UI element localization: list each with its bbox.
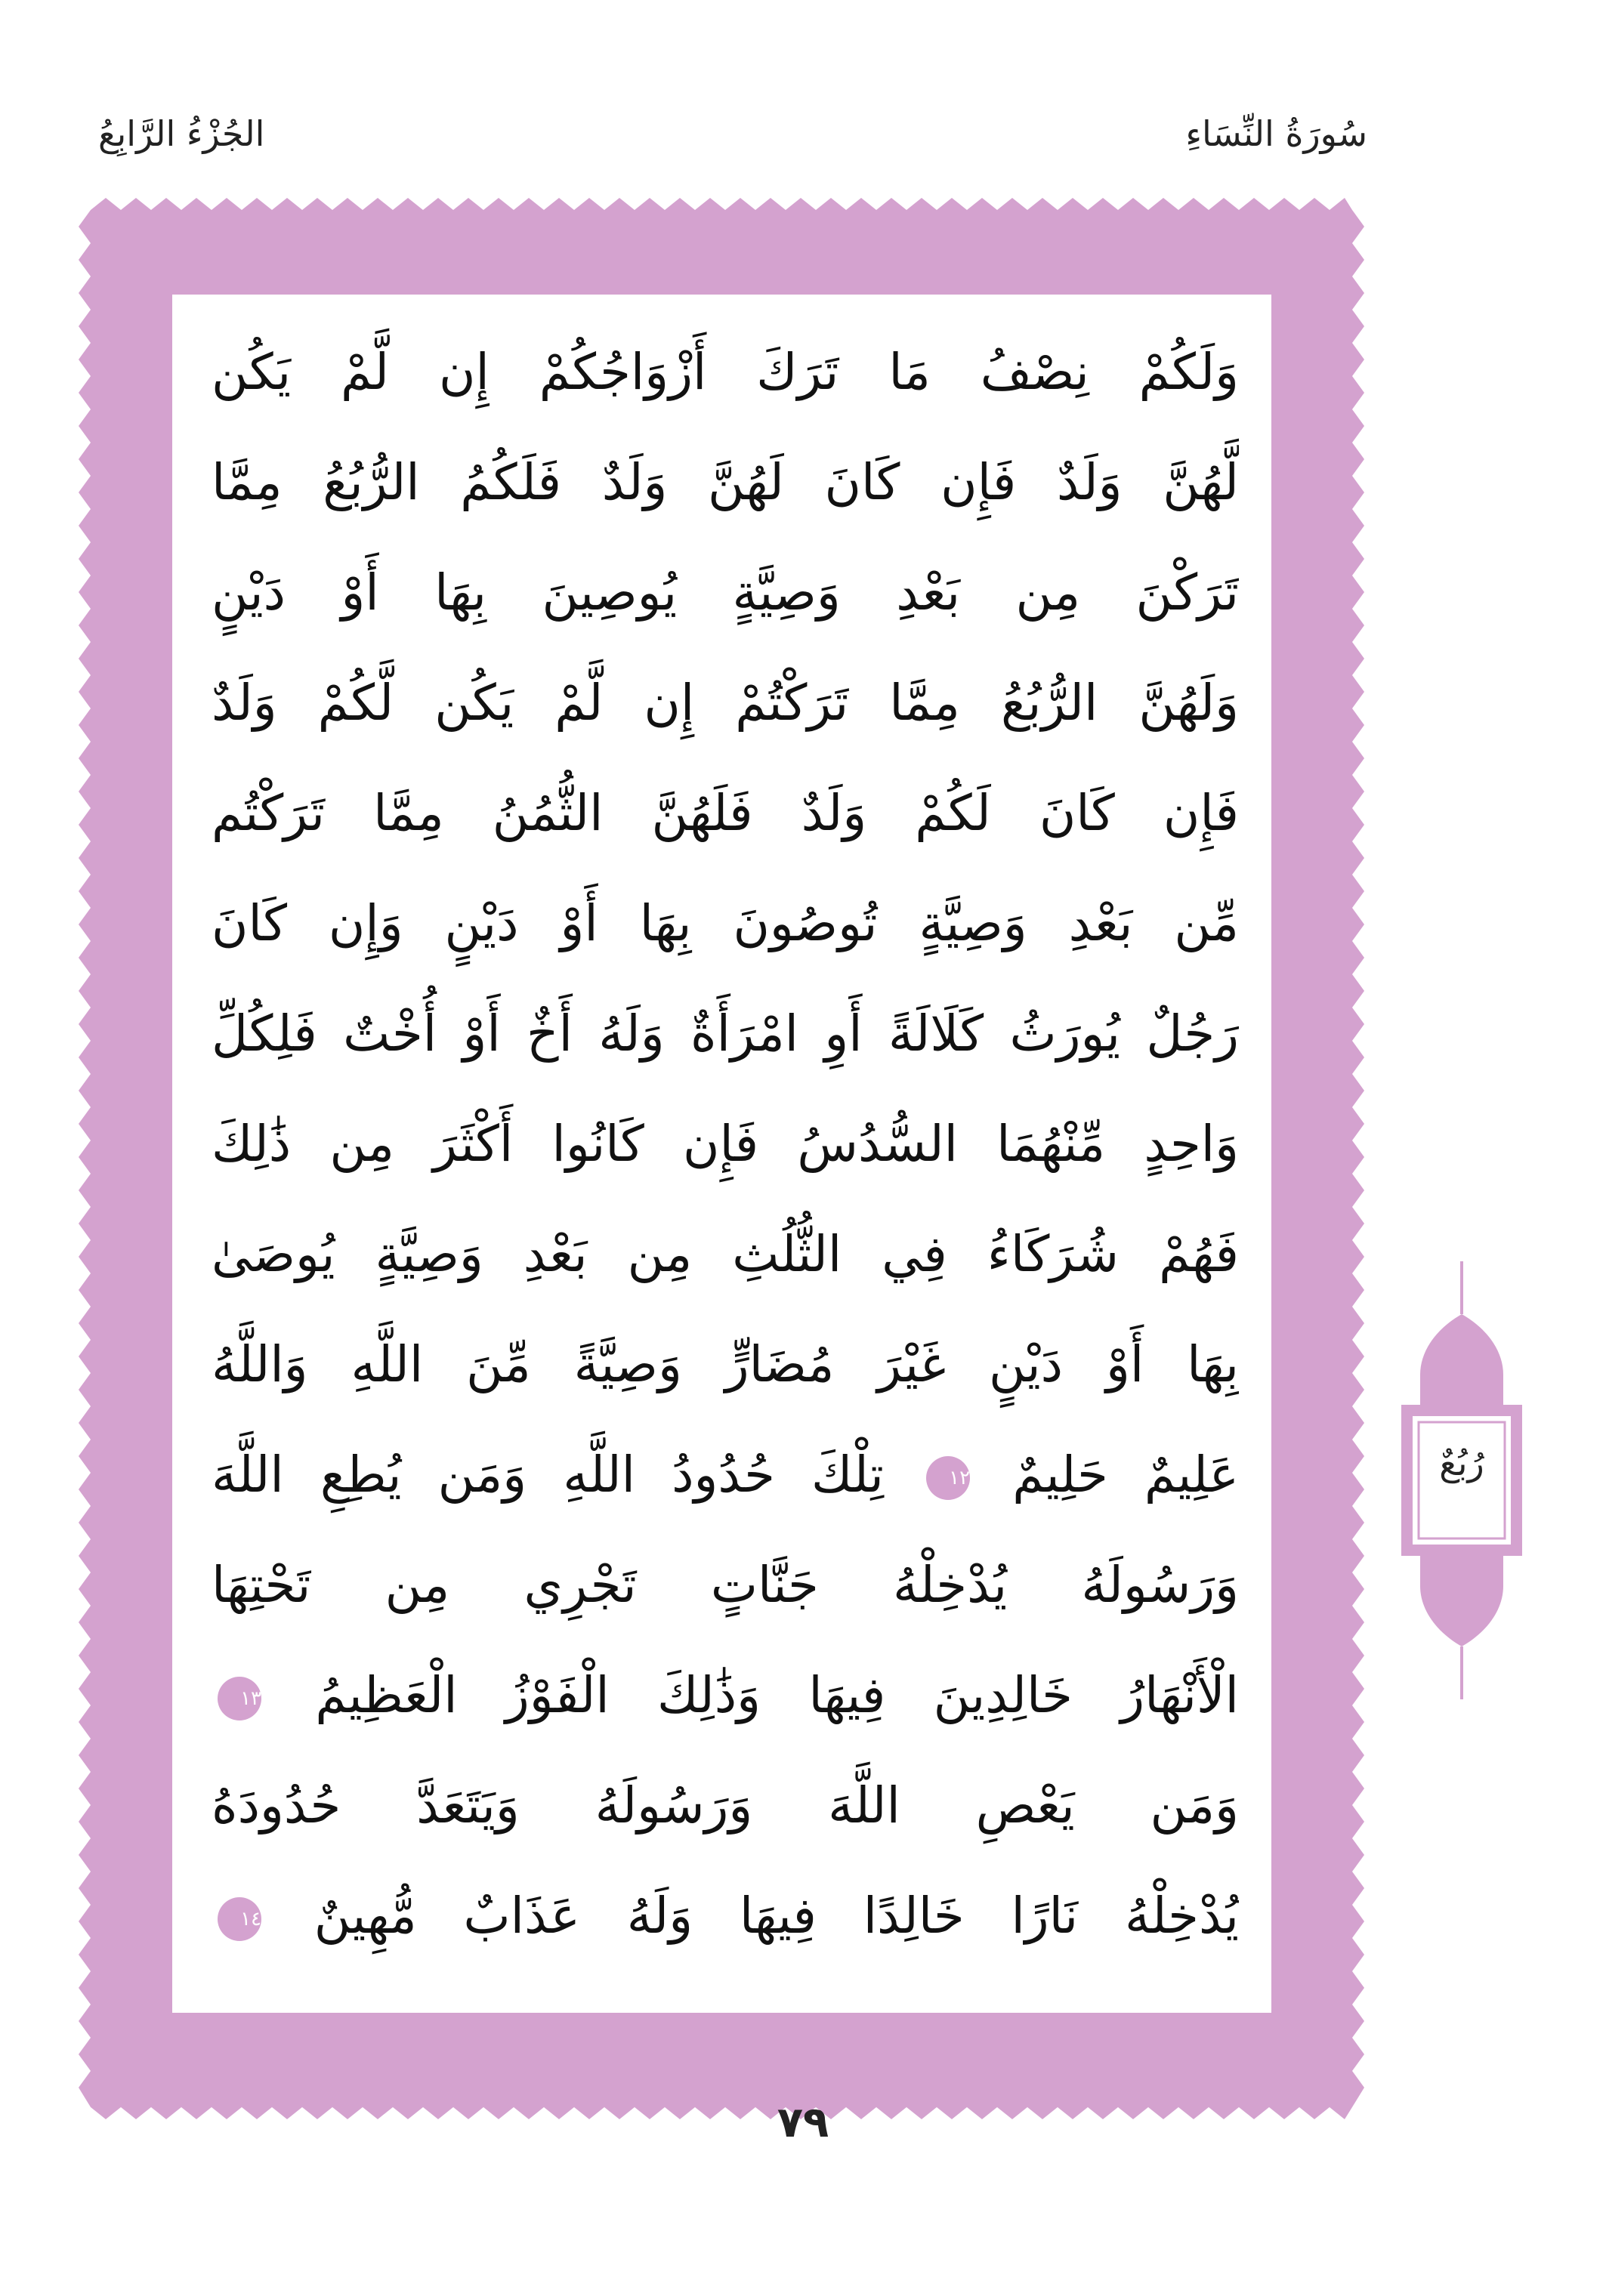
surah-name-header: سُورَةُ النِّسَاءِ xyxy=(1185,113,1367,154)
verse-line: بِهَا أَوْ دَيْنٍ غَيْرَ مُضَارٍّ وَصِيَّةً مِّنَ اللَّهِ وَاللَّهُ xyxy=(212,1335,1239,1393)
verse-line xyxy=(212,1640,1239,1751)
verse-text: الْأَنْهَارُ خَالِدِينَ فِيهَا وَذَٰلِكَ الْفَوْزُ الْعَظِيمُ xyxy=(315,1666,1239,1724)
verse-line: وَرَسُولَهُ يُدْخِلْهُ جَنَّاتٍ تَجْرِي مِن تَحْتِهَا xyxy=(212,1556,1239,1614)
verse-text: عَلِيمٌ حَلِيمٌ xyxy=(1012,1446,1239,1504)
verse-line: وَلَهُنَّ الرُّبُعُ مِمَّا تَرَكْتُمْ إِن لَّمْ يَكُن لَّكُمْ وَلَدٌ xyxy=(212,674,1239,732)
verse-line xyxy=(212,1861,1239,1971)
verse-lines xyxy=(212,317,1239,1971)
verse-line: مِّن بَعْدِ وَصِيَّةٍ تُوصُونَ بِهَا أَوْ دَيْنٍ وَإِن كَانَ xyxy=(212,894,1239,952)
verse-text: تِلْكَ حُدُودُ اللَّهِ وَمَن يُطِعِ اللَّهَ xyxy=(212,1446,884,1504)
verse-line: فَهُمْ شُرَكَاءُ فِي الثُّلُثِ مِن بَعْدِ وَصِيَّةٍ يُوصَىٰ xyxy=(212,1225,1239,1283)
verse-line: تَرَكْنَ مِن بَعْدِ وَصِيَّةٍ يُوصِينَ بِهَا أَوْ دَيْنٍ xyxy=(212,563,1239,622)
quarter-label: رُبُعٌ xyxy=(1439,1443,1484,1483)
ayah-number-marker: ١٢ xyxy=(926,1456,970,1500)
verse-line xyxy=(212,1420,1239,1530)
ayah-number-marker: ١٣ xyxy=(218,1677,261,1720)
verse-line: وَمَن يَعْصِ اللَّهَ وَرَسُولَهُ وَيَتَعَدَّ حُدُودَهُ xyxy=(212,1776,1239,1835)
verse-line: لَّهُنَّ وَلَدٌ فَإِن كَانَ لَهُنَّ وَلَدٌ فَلَكُمُ الرُّبُعُ مِمَّا xyxy=(212,453,1239,511)
verse-line: فَإِن كَانَ لَكُمْ وَلَدٌ فَلَهُنَّ الثُّمُنُ مِمَّا تَرَكْتُم xyxy=(212,784,1239,842)
ayah-number-marker: ١٤ xyxy=(218,1897,261,1941)
verse-line: وَلَكُمْ نِصْفُ مَا تَرَكَ أَزْوَاجُكُمْ إِن لَّمْ يَكُن xyxy=(212,343,1239,401)
juz-name-header: الجُزْءُ الرَّابِعُ xyxy=(98,113,265,154)
page-number: ٧٩ xyxy=(777,2098,829,2147)
verse-text: يُدْخِلْهُ نَارًا خَالِدًا فِيهَا وَلَهُ عَذَابٌ مُّهِينٌ xyxy=(313,1887,1239,1945)
verse-line: وَاحِدٍ مِّنْهُمَا السُّدُسُ فَإِن كَانُوا أَكْثَرَ مِن ذَٰلِكَ xyxy=(212,1115,1239,1173)
verse-line: رَجُلٌ يُورَثُ كَلَالَةً أَوِ امْرَأَةٌ وَلَهُ أَخٌ أَوْ أُخْتٌ فَلِكُلِّ xyxy=(212,1004,1239,1063)
